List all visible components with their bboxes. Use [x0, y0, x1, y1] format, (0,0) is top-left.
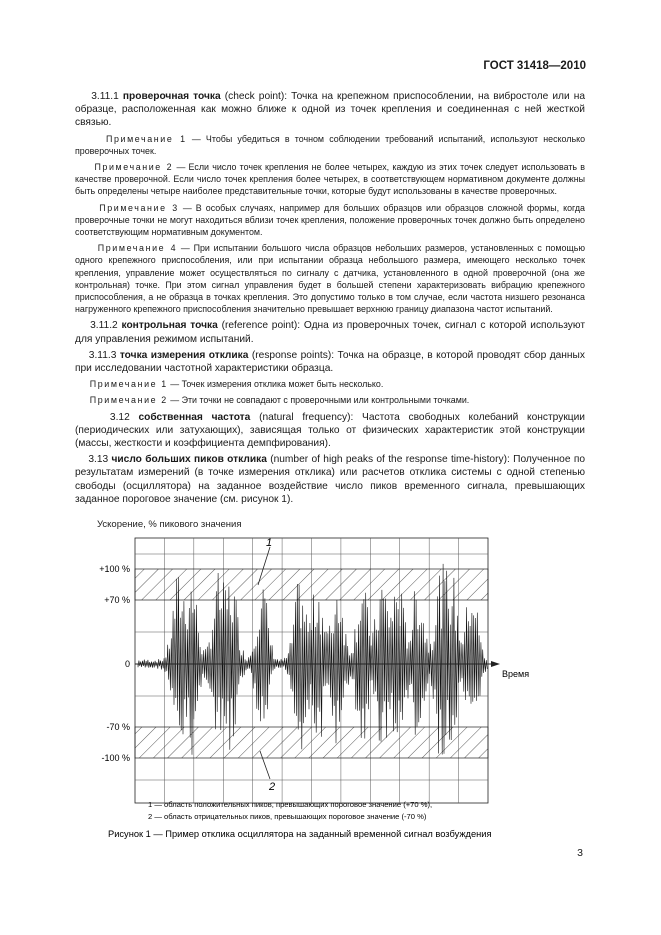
note-text: — Точек измерения отклика может быть несколько. — [167, 379, 384, 390]
clause-3-12 — [75, 411, 585, 451]
page-number: 3 — [577, 847, 583, 859]
positive-peak-zone — [135, 569, 488, 600]
note-label: Примечание 4 — [97, 243, 178, 254]
figure-1 — [0, 515, 661, 845]
negative-peak-zone — [135, 727, 488, 758]
tick-zero: 0 — [124, 659, 130, 669]
note-1 — [75, 133, 585, 157]
clause-3-11-1 — [75, 90, 585, 130]
clause-term: контрольная точка — [121, 320, 218, 332]
note-2 — [75, 161, 585, 198]
marker-1: 1 — [266, 537, 273, 549]
clause-number: 3.13 — [88, 454, 109, 466]
oscillator-response-figure — [0, 515, 661, 845]
clause-term: точка измерения отклика — [119, 349, 249, 361]
time-axis-arrow — [491, 661, 500, 667]
note-label: Примечание 1 — [106, 133, 187, 144]
note-label: Примечание 1 — [89, 379, 168, 390]
clause-number: 3.11.2 — [90, 320, 118, 332]
clause-number: 3.11.1 — [91, 91, 119, 102]
note-5 — [75, 378, 585, 390]
body-text — [75, 90, 585, 509]
note-label: Примечание 3 — [99, 202, 179, 213]
y-axis-title: Ускорение, % пикового значения — [97, 519, 242, 530]
tick-minus-70: -70 % — [106, 722, 130, 732]
tick-plus-100: +100 % — [99, 564, 130, 574]
clause-text: (number of high peaks of the response time-history): Полученное по результатам измерений (в точке измерения отклика) или расчетов отклика системы с одной степенью свободы (осциллятора) на заданное воздействие число пиков временного сигнала, превышающих заданное пороговое значение (см. рисунок 1). — [75, 454, 586, 505]
marker-2: 2 — [269, 781, 276, 793]
legend-1: 1 — область положительных пиков, превышающих пороговое значение (+70 %), — [148, 800, 433, 809]
clause-3-11-3 — [75, 349, 585, 375]
note-text: — Чтобы убедиться в точном соблюдении требований испытаний, используют несколько проверочных точек. — [75, 133, 585, 156]
note-text: — Эти точки не совпадают с проверочными или контрольными точками. — [167, 395, 470, 406]
tick-plus-70: +70 % — [104, 595, 130, 605]
legend-2: 2 — область отрицательных пиков, превышающих пороговое значение (-70 %) — [148, 812, 427, 821]
note-label: Примечание 2 — [94, 162, 174, 173]
clause-text: (check point): Точка на крепежном приспособлении, на вибростоле или на образце, расположенная как можно ближе к одной из точек крепления и соединенная с ней жесткой связью. — [75, 91, 585, 129]
note-text: — При испытании большого числа образцов небольших размеров, установленных с помощью одного крепежного приспособления, или при испытании образца небольшого размера, имеющего несколько точек крепления, управление может осуществляться по сигналу с датчика, установленного в одной проверочной (она же контрольная) точке. При этом сигнал управления будет в большей степени характеризовать вибрацию крепежного приспособления, а не образца в точках крепления. Это допустимо только в том случае, если частота низшего резонанса нагруженного крепежного приспособления значительно превышает верхнюю границу диапазона частот испытаний. — [75, 243, 585, 315]
clause-number: 3.12 — [109, 411, 130, 423]
x-axis-label: Время — [502, 669, 530, 679]
clause-3-11-2 — [75, 319, 585, 345]
note-label: Примечание 2 — [89, 395, 168, 406]
note-text: — Если число точек крепления не более четырех, каждую из этих точек следует использовать в качестве проверочной. Если число точек крепления более четырех, в соответствующем нормативном документе должны быть определены четыре наиболее представительные точки, которые будут использованы в качестве проверочных. — [75, 162, 585, 197]
clause-term: проверочная точка — [122, 91, 221, 102]
note-6 — [75, 394, 585, 406]
clause-term: собственная частота — [138, 411, 251, 423]
figure-caption: Рисунок 1 — Пример отклика осциллятора на заданный временной сигнал возбуждения — [108, 829, 492, 839]
clause-term: число больших пиков отклика — [111, 454, 267, 466]
clause-number: 3.11.3 — [88, 349, 117, 361]
clause-text: (reference point): Одна из проверочных точек, сигнал с которой используют для управления режимом испытаний. — [75, 320, 585, 345]
clause-3-13 — [75, 453, 585, 506]
note-3 — [75, 202, 585, 239]
clause-text: (response points): Точка на образце, в которой проводят сбор данных при исследовании частотной характеристики образца. — [75, 349, 585, 375]
clause-text: (natural frequency): Частота свободных колебаний конструкции (периодических или затухающих), зависящая только от физических характеристик этой конструкции (массы, жесткости и коэффициента демпфирования). — [75, 411, 586, 450]
note-4 — [75, 242, 585, 315]
note-text: — В особых случаях, например для больших образцов или образцов сложной формы, когда проверочные точки не могут находиться вблизи точек крепления, положение проверочных точек должно быть определено соответствующим нормативным документом. — [75, 202, 585, 238]
tick-minus-100: -100 % — [101, 753, 130, 763]
document-id: ГОСТ 31418—2010 — [483, 60, 586, 72]
